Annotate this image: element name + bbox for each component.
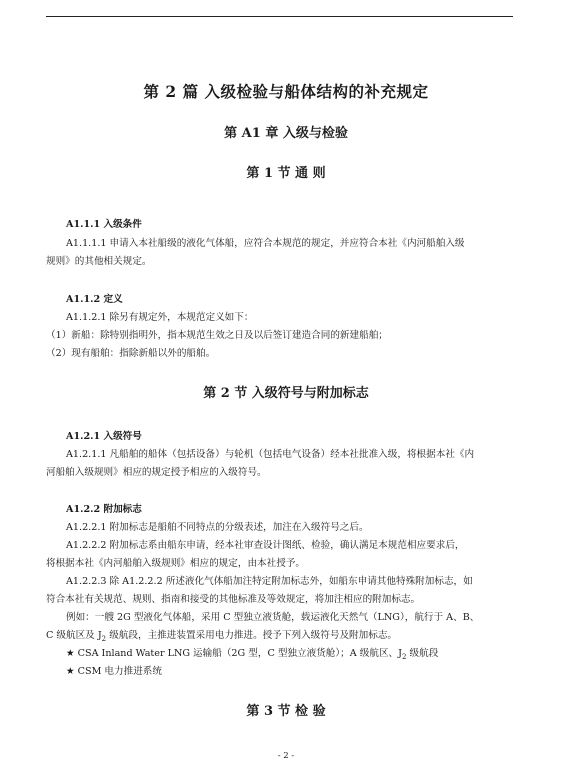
heading-a1-1-2: A1.1.2 定义 xyxy=(66,294,123,305)
para-a1-2-2-3-line1: A1.2.2.3 除 A1.2.2.2 所述液化气体船加注特定附加标志外，如船东申请其他特殊附加标志，如 xyxy=(66,576,473,587)
para-a1-1-2-1: A1.1.2.1 除另有规定外，本规范定义如下： xyxy=(66,312,254,323)
heading-a1-1-1: A1.1.1 入级条件 xyxy=(66,219,142,230)
notation-csa: ★ CSA Inland Water LNG 运输船（2G 型，C 型独立液货舱）；A 级航区、$J_2$ 级航段 xyxy=(66,648,439,661)
para-a1-2-1-1-line2: 河船舶入级规则》相应的规定授予相应的入级符号。 xyxy=(46,467,267,478)
notation-csm: ★ CSM 电力推进系统 xyxy=(66,666,162,677)
para-a1-2-2-3-line2: 符合本社有关规范、规则、指南和接受的其他标准及等效规定，将加注相应的附加标志。 xyxy=(46,594,421,605)
para-a1-2-1-1-line1: A1.2.1.1 凡船舶的船体（包括设备）与轮机（包括电气设备）经本社批准入级，将根据本社《内 xyxy=(66,449,475,460)
page-number: - 2 - xyxy=(277,751,295,761)
chapter-title: 第 A1 章 入级与检验 xyxy=(224,126,348,141)
header-rule xyxy=(46,16,513,17)
para-a1-1-1-1-line2: 规则》的其他相关规定。 xyxy=(46,256,152,267)
definition-existing-ship: （2）现有船舶：指除新船以外的船舶。 xyxy=(46,348,216,359)
section-3-title: 第 3 节 检 验 xyxy=(246,704,326,719)
para-a1-2-2-2-line1: A1.2.2.2 附加标志系由船东申请，经本社审查设计图纸、检验，确认满足本规范相应要求后， xyxy=(66,540,465,551)
heading-a1-2-2: A1.2.2 附加标志 xyxy=(66,504,142,515)
para-a1-1-1-1-line1: A1.1.1.1 申请入本社船级的液化气体船，应符合本规范的规定，并应符合本社《内河船舶入级 xyxy=(66,238,465,249)
para-a1-2-2-1: A1.2.2.1 附加标志是船舶不同特点的分级表述，加注在入级符号之后。 xyxy=(66,522,369,533)
section-1-title: 第 1 节 通 则 xyxy=(246,166,326,181)
para-a1-2-2-2-line2: 将根据本社《内河船舶入级规则》相应的规定，由本社授予。 xyxy=(46,558,306,569)
example-line1: 例如：一艘 2G 型液化气体船，采用 C 型独立液货舱，载运液化天然气（LNG），航行于 A、B、 xyxy=(66,612,480,623)
heading-a1-2-1: A1.2.1 入级符号 xyxy=(66,431,142,442)
part-title: 第 2 篇 入级检验与船体结构的补充规定 xyxy=(143,82,429,101)
example-line2: C 级航区及 $J_2$ 级航段，主推进装置采用电力推进。授予下列入级符号及附加标志。 xyxy=(46,630,398,643)
definition-new-ship: （1）新船：除特别指明外，指本规范生效之日及以后签订建造合同的新建船舶； xyxy=(46,330,388,341)
section-2-title: 第 2 节 入级符号与附加标志 xyxy=(203,386,369,401)
